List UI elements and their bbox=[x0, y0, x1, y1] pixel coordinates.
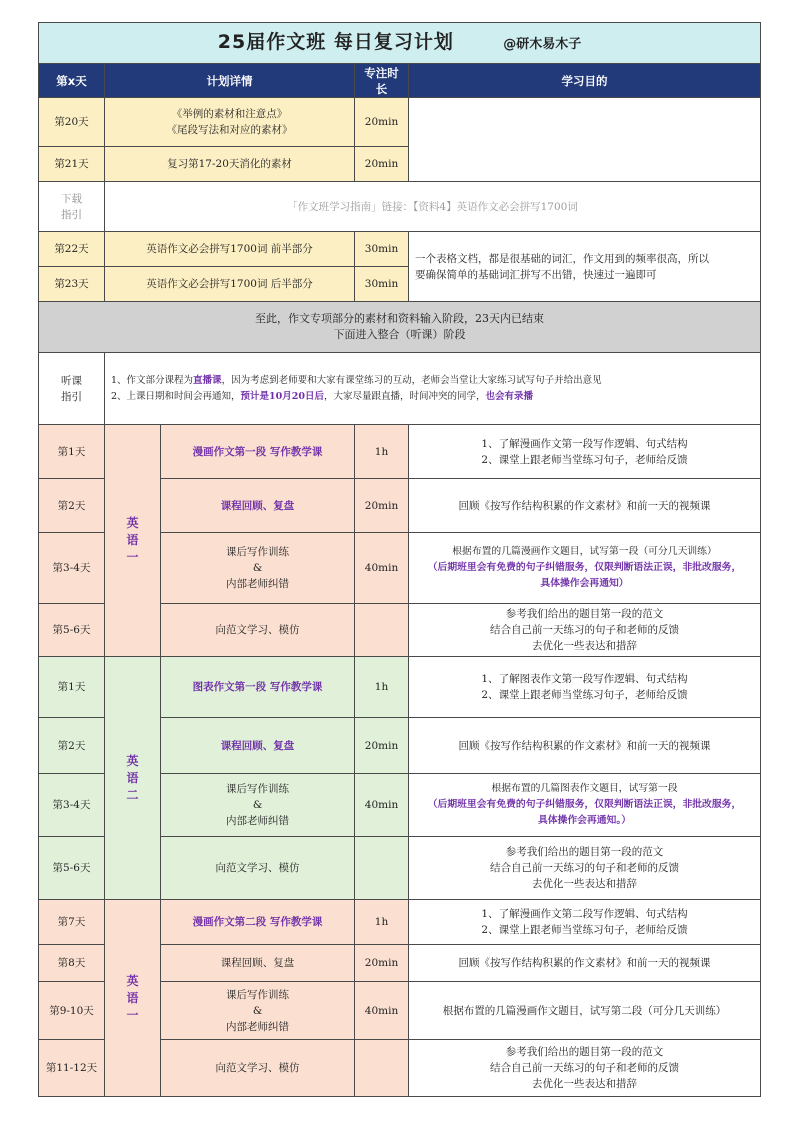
highlight-live-class: 直播课 bbox=[193, 374, 222, 386]
text-run: ，大家尽量跟直播，时间冲突的同学， bbox=[324, 390, 486, 402]
duration-cell: 20min bbox=[355, 479, 409, 533]
title-row bbox=[39, 23, 761, 64]
goal-line: 2、课堂上跟老师当堂练习句子，老师给反馈 bbox=[481, 924, 688, 936]
table-row bbox=[39, 900, 761, 945]
plan-line: 内部老师纠错 bbox=[226, 1020, 289, 1033]
goal-cell: 回顾《按写作结构积累的作文素材》和前一天的视频课 bbox=[409, 718, 761, 774]
label-line: 听课 bbox=[61, 374, 82, 387]
listen-line-1 bbox=[111, 373, 754, 389]
day-cell: 第23天 bbox=[39, 267, 105, 302]
plan-cell: 向范文学习、模仿 bbox=[161, 837, 355, 900]
day-cell: 第20天 bbox=[39, 98, 105, 147]
goal-line: 根据布置的几篇漫画作文题目，试写第一段（可分几天训练） bbox=[452, 546, 717, 557]
plan-line: 内部老师纠错 bbox=[226, 815, 289, 827]
goal-cell bbox=[409, 604, 761, 657]
plan-cell: 课程回顾、复盘 bbox=[161, 945, 355, 982]
label-line: 指引 bbox=[61, 390, 82, 403]
plan-cell: 向范文学习、模仿 bbox=[161, 1040, 355, 1097]
day-cell: 第1天 bbox=[39, 425, 105, 479]
day-cell: 第3-4天 bbox=[39, 774, 105, 837]
day-cell: 第9-10天 bbox=[39, 982, 105, 1040]
goal-cell bbox=[409, 657, 761, 718]
day-cell: 第3-4天 bbox=[39, 533, 105, 604]
group-char: 一 bbox=[126, 1007, 139, 1022]
goal-cell bbox=[409, 232, 761, 302]
goal-line: 1、了解漫画作文第二段写作逻辑、句式结构 bbox=[481, 908, 688, 920]
plan-cell: 课程回顾、复盘 bbox=[161, 479, 355, 533]
highlight-replay: 也会有录播 bbox=[485, 390, 534, 402]
plan-line: 课后写作训练 bbox=[226, 546, 289, 558]
group-label-english-1 bbox=[105, 425, 161, 657]
day-cell: 第8天 bbox=[39, 945, 105, 982]
goal-note: 具体操作会再通知。） bbox=[537, 815, 632, 826]
plan-line: & bbox=[252, 1004, 263, 1017]
plan-cell bbox=[161, 774, 355, 837]
group-char: 二 bbox=[126, 787, 139, 802]
highlight-date: 预计是10月20日后 bbox=[240, 390, 324, 402]
duration-cell: 20min bbox=[355, 945, 409, 982]
col-header-day: 第x天 bbox=[39, 64, 105, 98]
goal-note: （后期班里会有免费的句子纠错服务，仅限判断语法正误，非批改服务， bbox=[427, 799, 742, 810]
goal-cell bbox=[409, 774, 761, 837]
table-row bbox=[39, 232, 761, 267]
duration-cell-empty bbox=[355, 837, 409, 900]
goal-cell bbox=[409, 533, 761, 604]
goal-line: 2、课堂上跟老师当堂练习句子，老师给反馈 bbox=[481, 453, 688, 466]
duration-cell-empty bbox=[355, 1040, 409, 1097]
text-run: 1、作文部分课程为 bbox=[111, 374, 194, 386]
plan-cell: 漫画作文第二段 写作教学课 bbox=[161, 900, 355, 945]
page-title: 25届作文班 每日复习计划 bbox=[217, 30, 454, 53]
plan-table bbox=[38, 22, 761, 1097]
day-cell: 第2天 bbox=[39, 718, 105, 774]
day-cell: 第1天 bbox=[39, 657, 105, 718]
goal-line: 结合自己前一天练习的句子和老师的反馈 bbox=[490, 1062, 679, 1074]
group-char: 英 bbox=[126, 516, 139, 530]
duration-cell: 1h bbox=[355, 425, 409, 479]
phase-transition-text bbox=[39, 302, 761, 353]
goal-cell: 回顾《按写作结构积累的作文素材》和前一天的视频课 bbox=[409, 945, 761, 982]
goal-cell-empty bbox=[409, 98, 761, 182]
duration-cell: 1h bbox=[355, 900, 409, 945]
author-handle: @研木易木子 bbox=[503, 36, 582, 52]
plan-cell: 漫画作文第一段 写作教学课 bbox=[161, 425, 355, 479]
duration-cell: 20min bbox=[355, 718, 409, 774]
plan-line: 《尾段写法和对应的素材》 bbox=[166, 124, 293, 136]
duration-cell: 20min bbox=[355, 98, 409, 147]
goal-line: 去优化一些表达和措辞 bbox=[532, 1078, 637, 1090]
duration-cell: 40min bbox=[355, 533, 409, 604]
goal-line: 1、了解图表作文第一段写作逻辑、句式结构 bbox=[481, 673, 688, 685]
phase-transition-band bbox=[39, 302, 761, 353]
goal-line: 1、了解漫画作文第一段写作逻辑、句式结构 bbox=[481, 437, 688, 450]
duration-cell: 30min bbox=[355, 267, 409, 302]
goal-cell bbox=[409, 1040, 761, 1097]
listen-guide-row bbox=[39, 353, 761, 425]
duration-cell: 40min bbox=[355, 774, 409, 837]
band-line: 下面进入整合（听课）阶段 bbox=[333, 328, 466, 341]
day-cell: 第11-12天 bbox=[39, 1040, 105, 1097]
group-char: 语 bbox=[126, 770, 139, 785]
goal-line: 参考我们给出的题目第一段的范文 bbox=[505, 1046, 664, 1058]
day-cell: 第21天 bbox=[39, 147, 105, 182]
text-run: ，因为考虑到老师要和大家有课堂练习的互动，老师会当堂让大家练习试写句子并给出意见 bbox=[221, 374, 602, 386]
duration-cell: 40min bbox=[355, 982, 409, 1040]
plan-cell bbox=[105, 98, 355, 147]
duration-cell-empty bbox=[355, 604, 409, 657]
goal-cell: 回顾《按写作结构积累的作文素材》和前一天的视频课 bbox=[409, 479, 761, 533]
table-row bbox=[39, 98, 761, 147]
col-header-goal: 学习目的 bbox=[409, 64, 761, 98]
group-char: 语 bbox=[126, 990, 139, 1005]
table-row bbox=[39, 425, 761, 479]
day-cell: 第5-6天 bbox=[39, 837, 105, 900]
plan-line: 课后写作训练 bbox=[226, 783, 289, 795]
plan-line: & bbox=[252, 799, 263, 811]
text-run: 2、上课日期和时间会再通知， bbox=[111, 390, 241, 402]
goal-cell bbox=[409, 900, 761, 945]
listen-line-2 bbox=[111, 389, 754, 405]
plan-cell: 复习第17-20天消化的素材 bbox=[105, 147, 355, 182]
goal-cell bbox=[409, 425, 761, 479]
plan-cell: 英语作文必会拼写1700词 后半部分 bbox=[105, 267, 355, 302]
plan-line: & bbox=[252, 562, 263, 574]
goal-line: 去优化一些表达和措辞 bbox=[532, 640, 637, 652]
title-cell bbox=[39, 23, 761, 64]
day-cell: 第5-6天 bbox=[39, 604, 105, 657]
goal-line: 一个表格文档，都是很基础的词汇，作文用到的频率很高，所以 bbox=[415, 252, 709, 265]
download-guide-row bbox=[39, 182, 761, 232]
duration-cell: 1h bbox=[355, 657, 409, 718]
plan-line: 内部老师纠错 bbox=[226, 578, 289, 590]
group-char: 英 bbox=[126, 973, 139, 988]
day-cell: 第7天 bbox=[39, 900, 105, 945]
plan-cell bbox=[161, 533, 355, 604]
day-cell: 第2天 bbox=[39, 479, 105, 533]
group-label-english-2 bbox=[105, 657, 161, 900]
table-row bbox=[39, 657, 761, 718]
band-line: 至此，作文专项部分的素材和资料输入阶段，23天内已结束 bbox=[255, 312, 544, 325]
goal-line: 去优化一些表达和措辞 bbox=[532, 878, 637, 890]
group-char: 一 bbox=[126, 550, 139, 564]
goal-line: 结合自己前一天练习的句子和老师的反馈 bbox=[490, 624, 679, 636]
day-cell: 第22天 bbox=[39, 232, 105, 267]
duration-cell: 30min bbox=[355, 232, 409, 267]
plan-cell: 课程回顾、复盘 bbox=[161, 718, 355, 774]
goal-line: 根据布置的几篇图表作文题目，试写第一段 bbox=[491, 783, 678, 794]
col-header-duration: 专注时长 bbox=[355, 64, 409, 98]
download-guide-label bbox=[39, 182, 105, 232]
goal-line: 参考我们给出的题目第一段的范文 bbox=[505, 608, 664, 620]
review-plan-sheet bbox=[38, 22, 760, 1097]
plan-cell: 向范文学习、模仿 bbox=[161, 604, 355, 657]
goal-note: （后期班里会有免费的句子纠错服务，仅限判断语法正误，非批改服务， bbox=[427, 562, 742, 573]
group-char: 语 bbox=[126, 533, 139, 547]
plan-line: 《举例的素材和注意点》 bbox=[171, 108, 288, 120]
listen-guide-text bbox=[105, 353, 761, 425]
label-line: 指引 bbox=[61, 208, 82, 221]
plan-cell: 英语作文必会拼写1700词 前半部分 bbox=[105, 232, 355, 267]
group-char: 英 bbox=[126, 753, 139, 768]
plan-cell bbox=[161, 982, 355, 1040]
goal-line: 结合自己前一天练习的句子和老师的反馈 bbox=[490, 862, 679, 874]
goal-line: 要确保简单的基础词汇拼写不出错，快速过一遍即可 bbox=[415, 268, 657, 281]
download-link-text[interactable]: 「作文班学习指南」链接：【资料4】英语作文必会拼写1700词 bbox=[105, 182, 761, 232]
column-header-row bbox=[39, 64, 761, 98]
plan-cell: 图表作文第一段 写作教学课 bbox=[161, 657, 355, 718]
goal-line: 2、课堂上跟老师当堂练习句子，老师给反馈 bbox=[481, 689, 688, 701]
goal-line: 参考我们给出的题目第一段的范文 bbox=[505, 846, 664, 858]
listen-guide-label bbox=[39, 353, 105, 425]
label-line: 下载 bbox=[61, 192, 82, 205]
col-header-plan: 计划详情 bbox=[105, 64, 355, 98]
duration-cell: 20min bbox=[355, 147, 409, 182]
plan-line: 课后写作训练 bbox=[226, 988, 289, 1001]
goal-cell bbox=[409, 837, 761, 900]
group-label-english-1b bbox=[105, 900, 161, 1097]
goal-cell: 根据布置的几篇漫画作文题目，试写第二段（可分几天训练） bbox=[409, 982, 761, 1040]
goal-note: 具体操作会再通知） bbox=[540, 578, 629, 589]
